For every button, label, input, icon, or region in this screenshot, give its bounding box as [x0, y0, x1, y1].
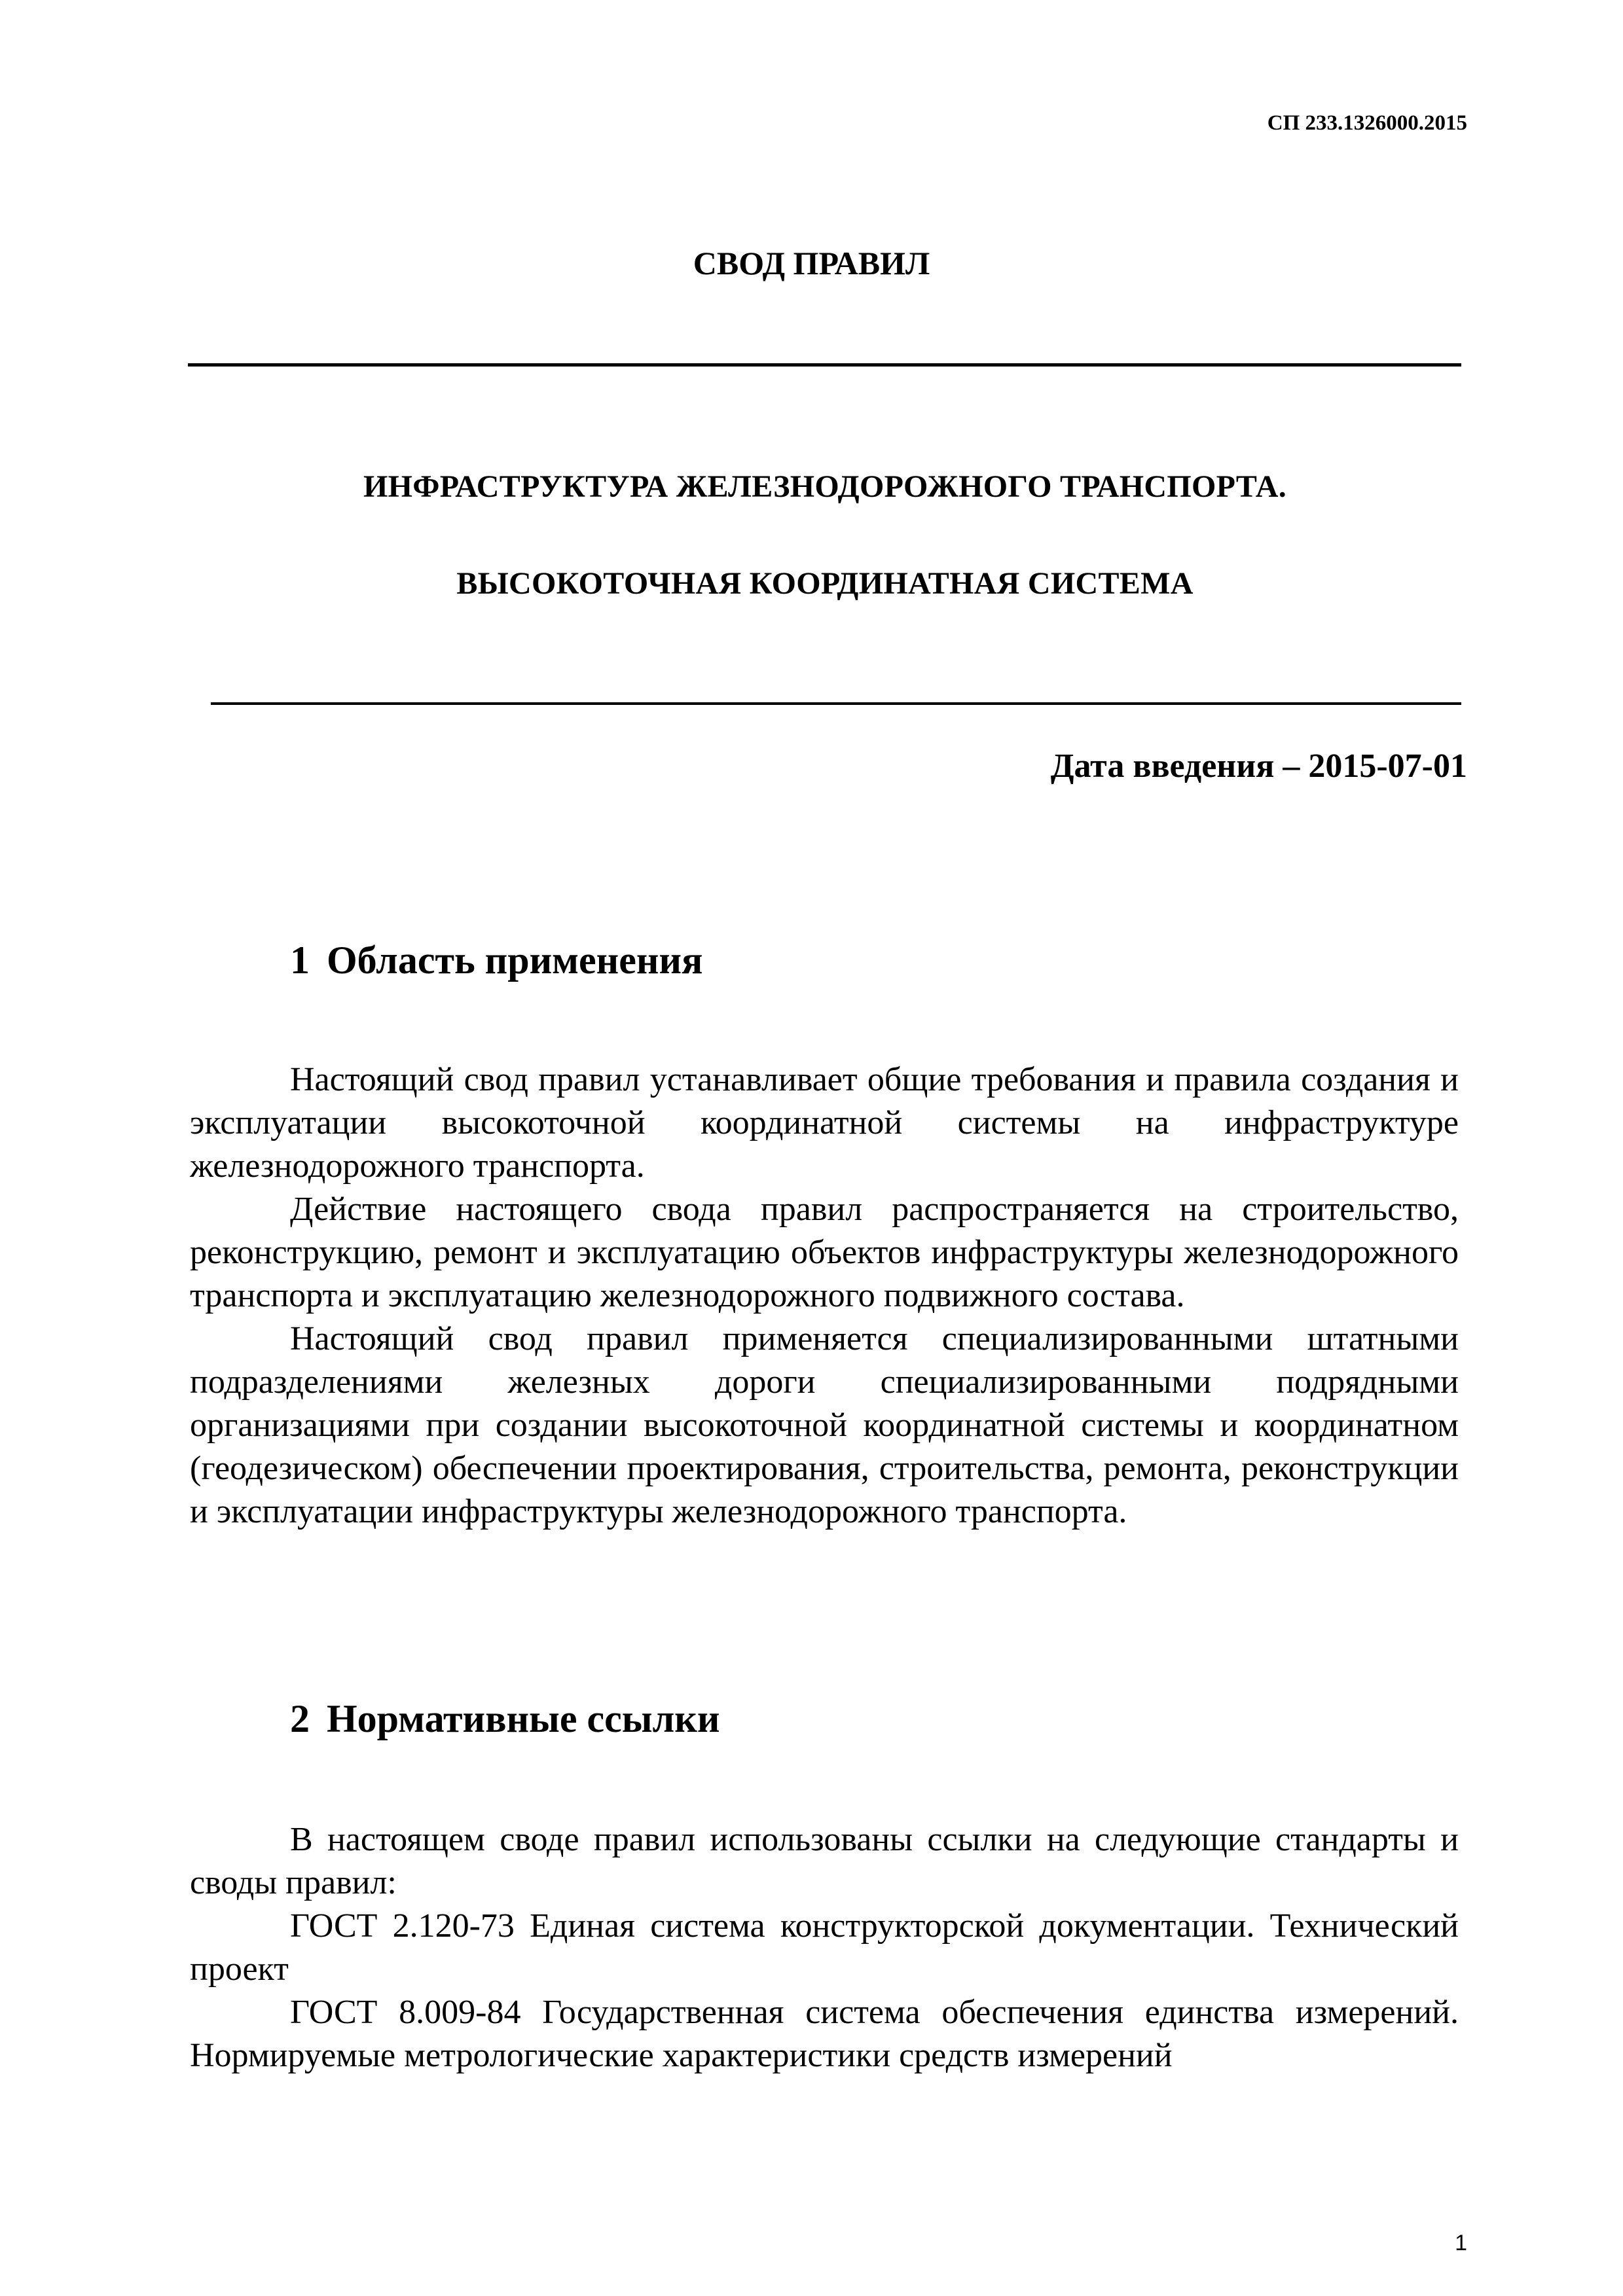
- section-2-heading: [290, 1695, 720, 1742]
- section-2-title: Нормативные ссылки: [327, 1697, 720, 1740]
- section-1-body: [190, 1058, 1459, 1534]
- document-type-heading: СВОД ПРАВИЛ: [693, 245, 930, 281]
- section-1-paragraph-3: Настоящий свод правил применяется специализированными штатными подразделениями железных дороги специализированными подрядными организациями при создании высокоточной координатной системы и координатном (геодезическом) обеспечении проектирования, строительства, ремонта, реконструкции и эксплуатации инфраструктуры железнодорожного транспорта.: [190, 1320, 1459, 1530]
- introduction-date: Дата введения – 2015-07-01: [1050, 747, 1467, 785]
- section-2-number: 2: [290, 1697, 310, 1740]
- section-1-title: Область применения: [327, 939, 703, 982]
- document-title-line-2: ВЫСОКОТОЧНАЯ КООРДИНАТНАЯ СИСТЕМА: [456, 566, 1194, 601]
- document-code: СП 233.1326000.2015: [1267, 111, 1467, 135]
- document-title-line-1: ИНФРАСТРУКТУРА ЖЕЛЕЗНОДОРОЖНОГО ТРАНСПОРТА.: [363, 469, 1287, 504]
- section-2-reference-gost-8-009-84: ГОСТ 8.009-84 Государственная система обеспечения единства измерений. Нормируемые метрологические характеристики средств измерений: [190, 1994, 1459, 2074]
- section-1-number: 1: [290, 939, 310, 982]
- bottom-divider: [211, 702, 1461, 705]
- section-1-paragraph-2: Действие настоящего свода правил распространяется на строительство, реконструкцию, ремонт и эксплуатацию объектов инфраструктуры железнодорожного транспорта и эксплуатацию железнодорожного подвижного состава.: [190, 1191, 1459, 1314]
- section-1-heading: [290, 937, 702, 984]
- section-2-paragraph-1: В настоящем своде правил использованы ссылки на следующие стандарты и своды правил:: [190, 1821, 1459, 1901]
- page-number: 1: [1455, 2231, 1467, 2255]
- section-1-paragraph-1: Настоящий свод правил устанавливает общие требования и правила создания и эксплуатации высокоточной координатной системы на инфраструктуре железнодорожного транспорта.: [190, 1061, 1459, 1185]
- section-2-reference-gost-2-120-73: ГОСТ 2.120-73 Единая система конструкторской документации. Технический проект: [190, 1907, 1459, 1988]
- section-2-body: [190, 1818, 1459, 2077]
- top-divider: [188, 363, 1461, 367]
